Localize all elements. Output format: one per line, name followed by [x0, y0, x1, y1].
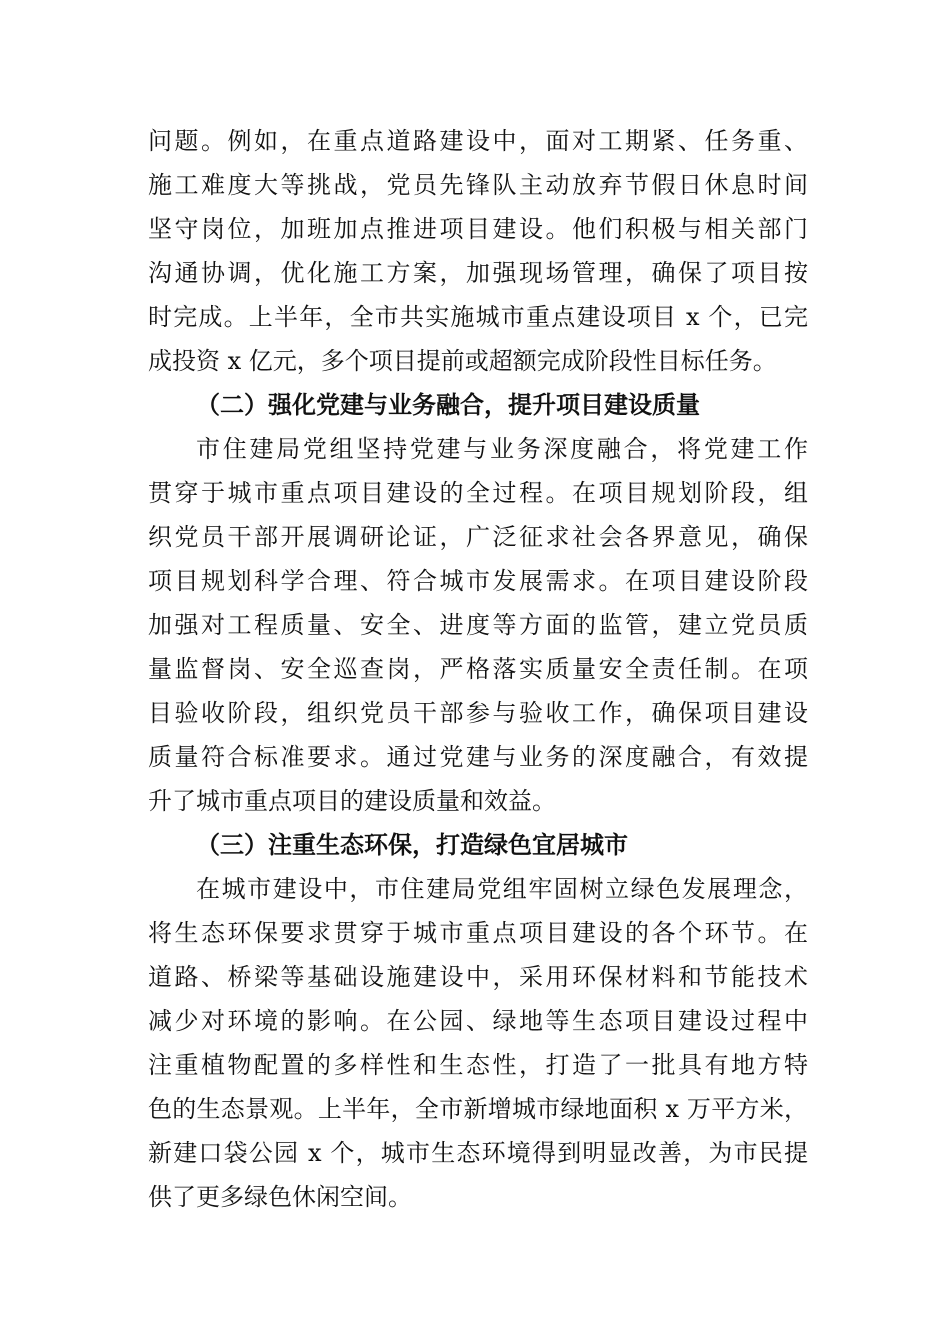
text-line: 色的生态景观。上半年，全市新增城市绿地面积 x 万平方米，	[148, 1095, 808, 1123]
text-line: 市住建局党组坚持党建与业务深度融合，将党建工作	[196, 435, 808, 463]
text-line: 沟通协调，优化施工方案，加强现场管理，确保了项目按	[148, 259, 808, 287]
text-line: 新建口袋公园 x 个，城市生态环境得到明显改善，为市民提	[148, 1139, 808, 1167]
text-line: 织党员干部开展调研论证，广泛征求社会各界意见，确保	[148, 523, 808, 551]
text-line: 目验收阶段，组织党员干部参与验收工作，确保项目建设	[148, 699, 808, 727]
text-line: 施工难度大等挑战，党员先锋队主动放弃节假日休息时间	[148, 171, 808, 199]
text-line: 坚守岗位，加班加点推进项目建设。他们积极与相关部门	[148, 215, 808, 243]
text-line: 质量符合标准要求。通过党建与业务的深度融合，有效提	[148, 743, 808, 771]
text-line: 成投资 x 亿元，多个项目提前或超额完成阶段性目标任务。	[148, 347, 777, 375]
text-line: 减少对环境的影响。在公园、绿地等生态项目建设过程中	[148, 1007, 808, 1035]
section-heading-2: （二）强化党建与业务融合，提升项目建设质量	[196, 391, 700, 419]
text-line: 贯穿于城市重点项目建设的全过程。在项目规划阶段，组	[148, 479, 808, 507]
text-line: 道路、桥梁等基础设施建设中，采用环保材料和节能技术	[148, 963, 808, 991]
text-line: 项目规划科学合理、符合城市发展需求。在项目建设阶段	[148, 567, 808, 595]
text-line: 注重植物配置的多样性和生态性，打造了一批具有地方特	[148, 1051, 808, 1079]
text-line: 升了城市重点项目的建设质量和效益。	[148, 787, 556, 815]
text-line: 量监督岗、安全巡查岗，严格落实质量安全责任制。在项	[148, 655, 808, 683]
text-line: 在城市建设中，市住建局党组牢固树立绿色发展理念，	[196, 875, 808, 903]
text-line: 供了更多绿色休闲空间。	[148, 1183, 412, 1211]
text-line: 将生态环保要求贯穿于城市重点项目建设的各个环节。在	[148, 919, 808, 947]
text-line: 问题。例如，在重点道路建设中，面对工期紧、任务重、	[148, 127, 808, 155]
text-line: 加强对工程质量、安全、进度等方面的监管，建立党员质	[148, 611, 808, 639]
text-line: 时完成。上半年，全市共实施城市重点建设项目 x 个，已完	[148, 303, 808, 331]
section-heading-3: （三）注重生态环保，打造绿色宜居城市	[196, 831, 628, 859]
